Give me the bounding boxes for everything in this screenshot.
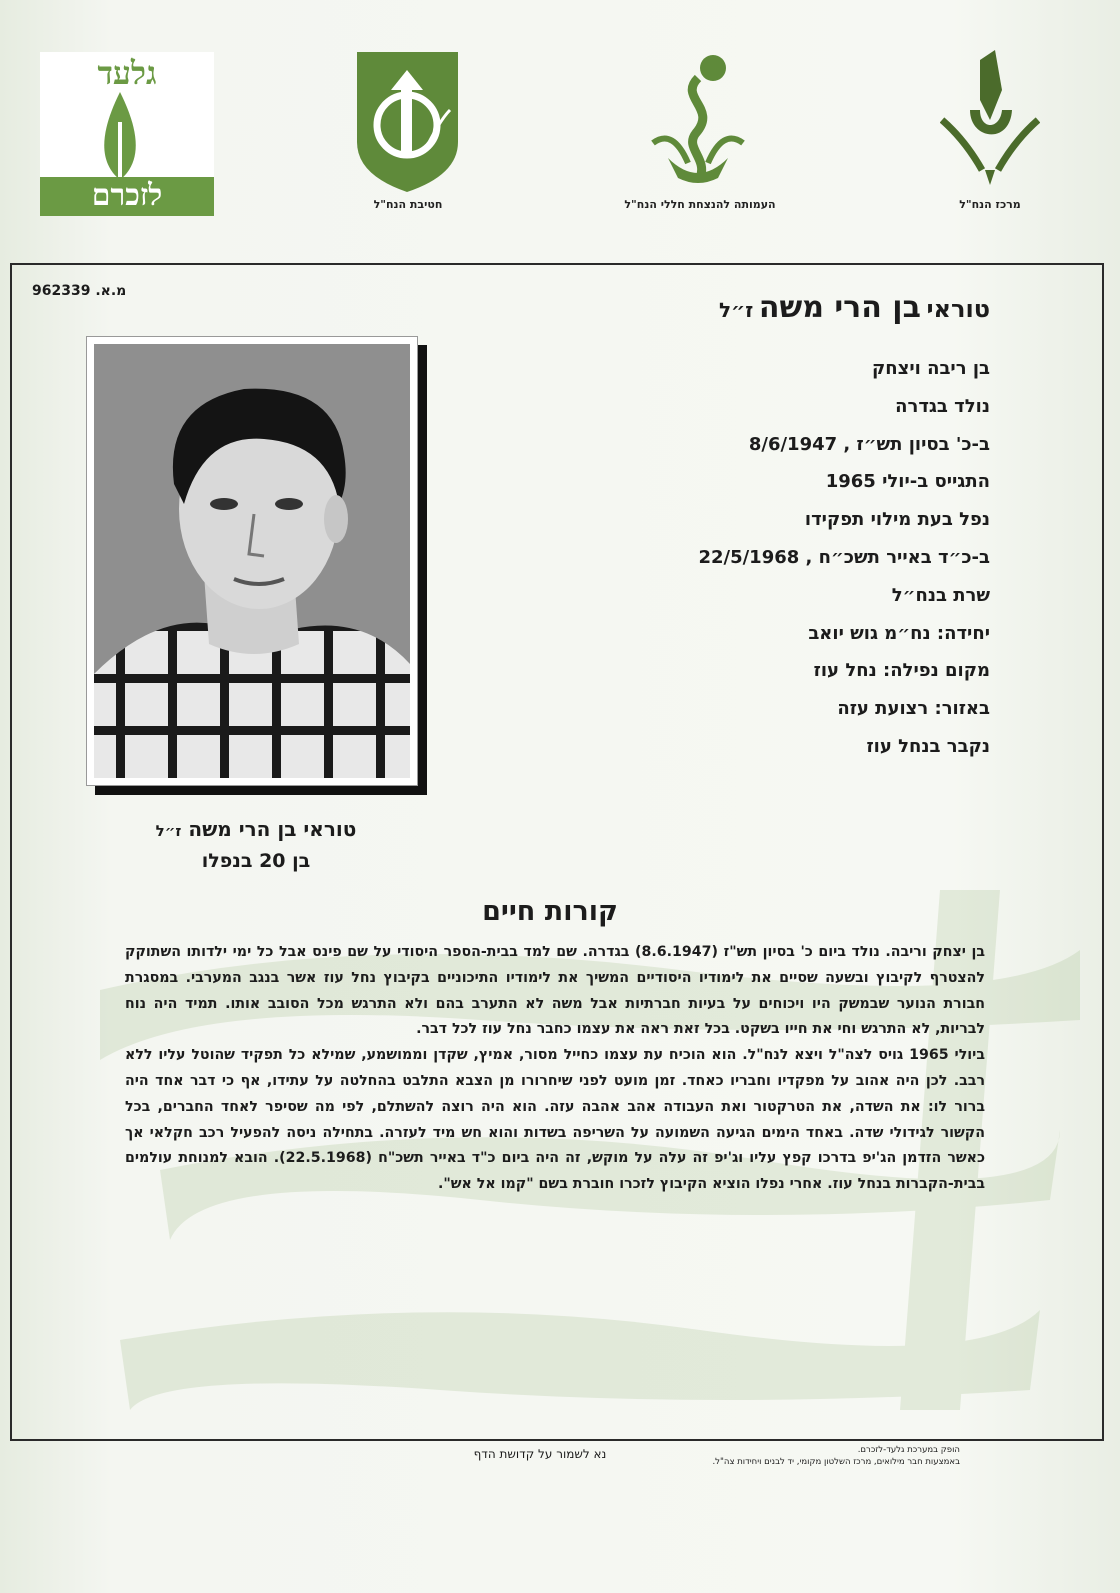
detail-area: באזור: רצועת עזה <box>837 698 990 720</box>
soldier-name: בן הרי משה <box>758 290 921 325</box>
nahal-center-logo <box>940 50 1040 190</box>
detail-place-of-death: מקום נפילה: נחל עוז <box>813 660 990 682</box>
nahal-brigade-logo <box>355 50 460 194</box>
detail-unit: יחידה: נח״מ גוש יואב <box>808 622 990 644</box>
nahal-center-caption: מרכז הנח"ל <box>959 198 1021 211</box>
portrait-image <box>94 344 410 778</box>
bio-paragraph: ביולי 1965 גויס לצה"ל ויצא לנח"ל. הוא הוכיח עת עצמו כחייל מסור, אמיץ, שקדן וממושמע, שמילא כל תפקיד שהוטל עליו ללא רבב. לכן היה אהוב על מפקדיו וחבריו כאחד. זמן מועט לפני שיחרורו מן הצבא התלבט בהחלטה על עתידו, אף כי דבר אחד היה ברור לו: את השדה, את הטרקטור ואת העבודה אהב אהבה עזה. הוא היה רוצה להשתלם, לפי מה שסיפר לאחד החברים, בכל הקשור לגידולי שדה. באחד הימים הגיעה השמועה על השריפה בשדות והוא חש מיד לעזרה. בתחילה ניסה להפעיל רכב חקלאי אך כאשר הזדמן הג'יפ בדרכו קפץ עליו וג'יפ זה עלה על מוקש, זה היה ביום כ"ד באייר תשכ"ח (22.5.1968). הובא למנוחת עולמים בבית-הקברות בנחל עוז. אחרי נפלו הוציא הקיבוץ לזכרו חוברת בשם "קמו אל אש". <box>125 1047 985 1193</box>
detail-birthdate: ב-כ' בסיון תש״ז , 8/6/1947 <box>748 433 990 455</box>
galed-bottom-text: לזכרם <box>91 178 163 213</box>
detail-fell: נפל בעת מילוי תפקידו <box>804 509 990 531</box>
footer-publisher <box>712 1444 960 1468</box>
photo-caption-soldier-name: בן הרי משה <box>188 817 297 841</box>
photo-caption-age: בן 20 בנפלו <box>201 850 311 872</box>
footer-notice: נא לשמור על קדושת הדף <box>473 1447 607 1461</box>
publisher-line: באמצעות חבר מילואים, מרכז השלטון מקומי, יד לבנים ויחידות צה"ל. <box>712 1457 960 1467</box>
bio-paragraph: בן יצחק וריבה. נולד ביום כ' בסיון תש"ז (8.6.1947) בגדרה. שם למד בבית-הספר היסודי על שם פינס אבל כל ימי ילדותו השתוקק להצטרף לקיבוץ ובשעה שסיים את לימודיו היסודיים המשיך את לימודיו התיכוניים בקיבוץ נחל עוז אשר בנגב המערבי. במסגרת חבורת הנוער שבמשק היו ויכוחים על בעיות חברתיות אבל משה לא התערב בהם ולא התרגש מכל הסובב אותו. תמיד היה נוח לבריות, לא התרגש וחי את חייו בשקט. בכל זאת ראה את עצמו כחבר נחל עוז לכל דבר. <box>125 944 985 1038</box>
record-title <box>719 290 990 325</box>
photo-caption-rank: טוראי <box>303 817 357 841</box>
bio-text <box>125 940 985 1198</box>
nahal-fallen-association-emblem-icon <box>648 48 748 188</box>
photo-caption-name <box>86 817 426 841</box>
galed-top-text: גלעד <box>97 54 157 92</box>
detail-death-date: ב-כ״ד באייר תשכ״ח , 22/5/1968 <box>698 546 990 568</box>
detail-birthplace: נולד בגדרה <box>895 395 990 417</box>
nahal-brigade-shield-icon <box>355 50 460 194</box>
portrait-photo <box>86 336 418 786</box>
honorific: ז״ל <box>718 298 754 322</box>
id-number: מ.א. 962339 <box>32 283 127 299</box>
publisher-line: הופק במערכת גלעד-לזכרם. <box>857 1445 960 1455</box>
photo-caption-honorific: ז״ל <box>155 822 182 840</box>
nahal-center-emblem-icon <box>940 50 1040 190</box>
detail-enlisted: התגייס ב-יולי 1965 <box>825 471 990 493</box>
rank: טוראי <box>926 295 990 323</box>
nahal-brigade-caption: חטיבת הנח"ל <box>373 198 443 211</box>
detail-parents: בן ריבה ויצחק <box>871 358 990 379</box>
details-list <box>540 350 990 766</box>
galed-logo <box>40 52 214 216</box>
bio-heading: קורות חיים <box>482 896 618 927</box>
association-logo <box>648 48 748 188</box>
association-caption: העמותה להנצחת חללי הנח"ל <box>624 198 776 211</box>
detail-served: שרת בנח״ל <box>891 584 990 606</box>
detail-burial: נקבר בנחל עוז <box>866 735 990 757</box>
